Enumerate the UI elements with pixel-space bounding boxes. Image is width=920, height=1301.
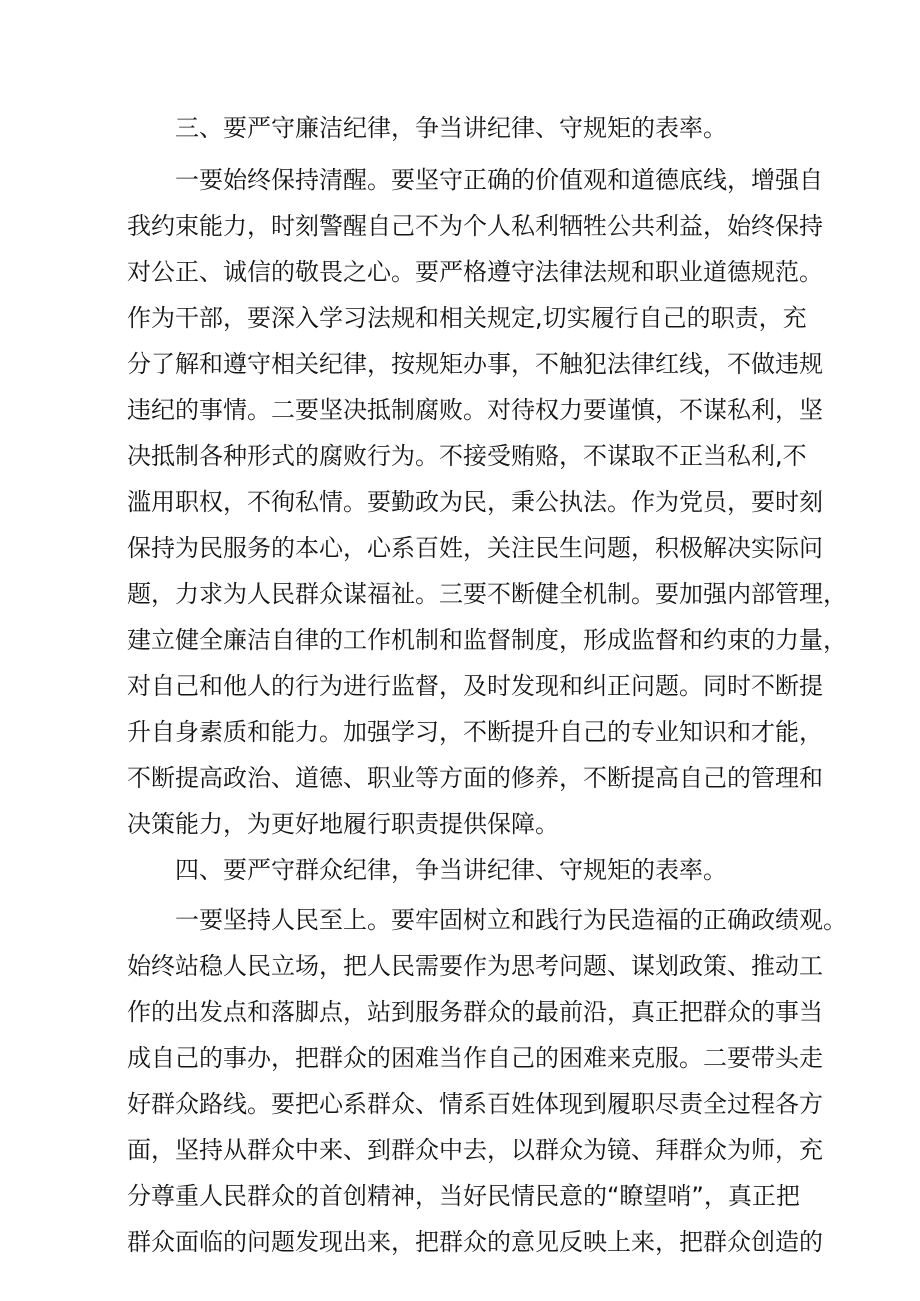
paragraph-line: 群众面临的问题发现出来，把群众的意见反映上来，把群众创造的: [127, 1228, 823, 1256]
paragraph-line: 题，力求为人民群众谋福祉。三要不断健全机制。要加强内部管理，: [127, 580, 847, 608]
paragraph-line: 我约束能力，时刻警醒自己不为个人私利牺牲公共利益，始终保持: [127, 212, 823, 240]
paragraph-line: 保持为民服务的本心，心系百姓，关注民生问题，积极解决实际问: [127, 534, 823, 562]
paragraph-line: 一要坚持人民至上。要牢固树立和践行为民造福的正确政绩观。: [175, 906, 847, 934]
paragraph-line: 违纪的事情。二要坚决抵制腐败。对待权力要谨慎，不谋私利，坚: [127, 396, 823, 424]
paragraph-line: 决策能力，为更好地履行职责提供保障。: [127, 810, 559, 838]
paragraph-line: 分尊重人民群众的首创精神，当好民情民意的“瞭望哨”，真正把: [127, 1182, 800, 1210]
paragraph-line: 升自身素质和能力。加强学习，不断提升自己的专业知识和才能，: [127, 718, 823, 746]
paragraph-line: 滥用职权，不徇私情。要勤政为民，秉公执法。作为党员，要时刻: [127, 488, 823, 516]
section-heading-four: 四、要严守群众纪律，争当讲纪律、守规矩的表率。: [175, 856, 727, 884]
paragraph-line: 一要始终保持清醒。要坚守正确的价值观和道德底线，增强自: [175, 166, 823, 194]
paragraph-line: 成自己的事办，把群众的困难当作自己的困难来克服。二要带头走: [127, 1044, 823, 1072]
paragraph-line: 好群众路线。要把心系群众、情系百姓体现到履职尽责全过程各方: [127, 1090, 823, 1118]
section-heading-three: 三、要严守廉洁纪律，争当讲纪律、守规矩的表率。: [175, 114, 727, 142]
paragraph-line: 面，坚持从群众中来、到群众中去，以群众为镜、拜群众为师，充: [127, 1136, 823, 1164]
paragraph-line: 作为干部，要深入学习法规和相关规定,切实履行自己的职责，充: [127, 304, 807, 332]
paragraph-line: 分了解和遵守相关纪律，按规矩办事，不触犯法律红线，不做违规: [127, 350, 823, 378]
paragraph-line: 对自己和他人的行为进行监督，及时发现和纠正问题。同时不断提: [127, 672, 823, 700]
paragraph-line: 对公正、诚信的敬畏之心。要严格遵守法律法规和职业道德规范。: [127, 258, 823, 286]
paragraph-line: 决抵制各种形式的腐败行为。不接受贿赂，不谋取不正当私利,不: [127, 442, 807, 470]
paragraph-line: 不断提高政治、道德、职业等方面的修养，不断提高自己的管理和: [127, 764, 823, 792]
paragraph-line: 始终站稳人民立场，把人民需要作为思考问题、谋划政策、推动工: [127, 952, 823, 980]
paragraph-line: 建立健全廉洁自律的工作机制和监督制度，形成监督和约束的力量，: [127, 626, 847, 654]
paragraph-line: 作的出发点和落脚点，站到服务群众的最前沿，真正把群众的事当: [127, 998, 823, 1026]
